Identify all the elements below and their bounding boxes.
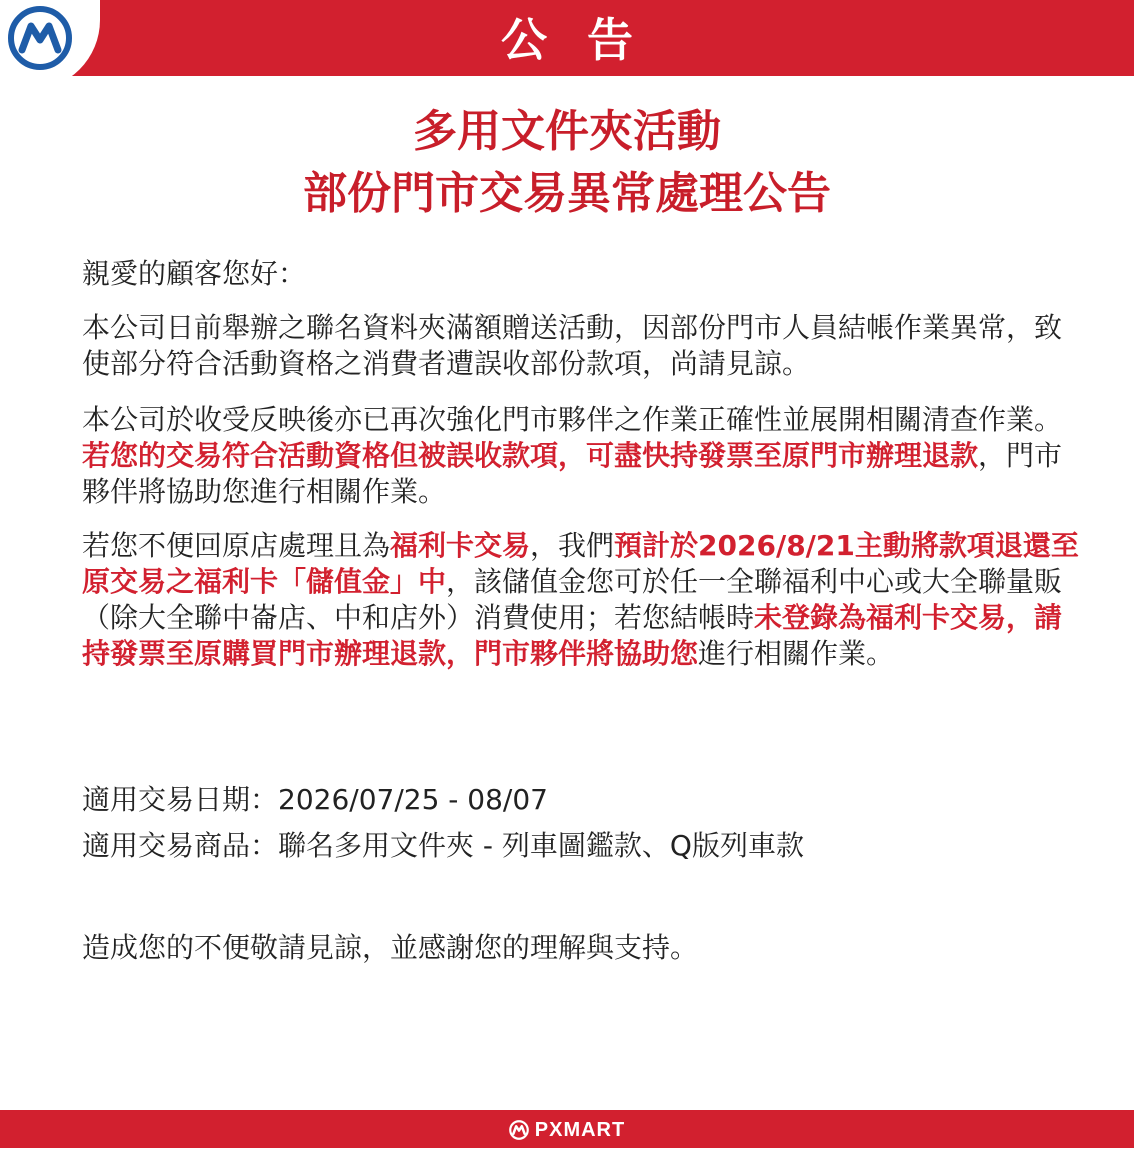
applicable-product: 適用交易商品：聯名多用文件夾 - 列車圖鑑款、Q版列車款 <box>82 829 804 862</box>
paragraph-2-text-a: 本公司於收受反映後亦已再次強化門市夥伴之作業正確性並展開相關清查作業。 <box>82 403 1063 436</box>
footer-brand-text: PXMART <box>534 1119 626 1141</box>
header-bar <box>0 0 1134 76</box>
paragraph-2-text-c: ，門市夥伴將協助您進行相關作業。 <box>82 439 1063 508</box>
header-title: 公告 <box>501 13 673 67</box>
paragraph-3-highlight-d: 預計於2026/8/21主動將款項退還至原交易之福利卡「儲值金」中 <box>82 529 1079 598</box>
paragraph-2 <box>82 402 1082 510</box>
closing-note: 造成您的不便敬請見諒，並感謝您的理解與支持。 <box>82 931 699 964</box>
paragraph-3-text-e: ，該儲值金您可於任一全聯福利中心或大全聯量販（除大全聯中崙店、中和店外）消費使用；若您結帳時 <box>82 565 1063 634</box>
paragraph-3 <box>82 528 1082 672</box>
pxmart-small-logo-icon <box>509 1120 529 1140</box>
headline-line-1: 多用文件夾活動 <box>413 106 721 157</box>
greeting: 親愛的顧客您好： <box>82 257 307 290</box>
logo-tab <box>0 0 100 90</box>
footer-bar <box>0 1110 1134 1148</box>
paragraph-3-highlight-b: 福利卡交易 <box>390 529 531 562</box>
paragraph-3-text-g: 進行相關作業。 <box>698 637 895 670</box>
footer-brand <box>0 1110 1134 1148</box>
paragraph-3-text-a: 若您不便回原店處理且為 <box>82 529 391 562</box>
paragraph-3-highlight-f: 未登錄為福利卡交易，請持發票至原購買門市辦理退款，門市夥伴將協助您 <box>82 601 1063 670</box>
headline-line-2: 部份門市交易異常處理公告 <box>303 168 831 219</box>
applicable-date: 適用交易日期：2026/07/25 - 08/07 <box>82 783 548 816</box>
paragraph-1: 本公司日前舉辦之聯名資料夾滿額贈送活動，因部份門市人員結帳作業異常，致使部分符合活動資格之消費者遭誤收部份款項，尚請見諒。 <box>82 311 1063 380</box>
paragraph-3-text-c: ，我們 <box>530 529 615 562</box>
paragraph-2-highlight: 若您的交易符合活動資格但被誤收款項，可盡快持發票至原門市辦理退款 <box>82 439 979 472</box>
pxmart-logo-icon <box>8 6 72 70</box>
